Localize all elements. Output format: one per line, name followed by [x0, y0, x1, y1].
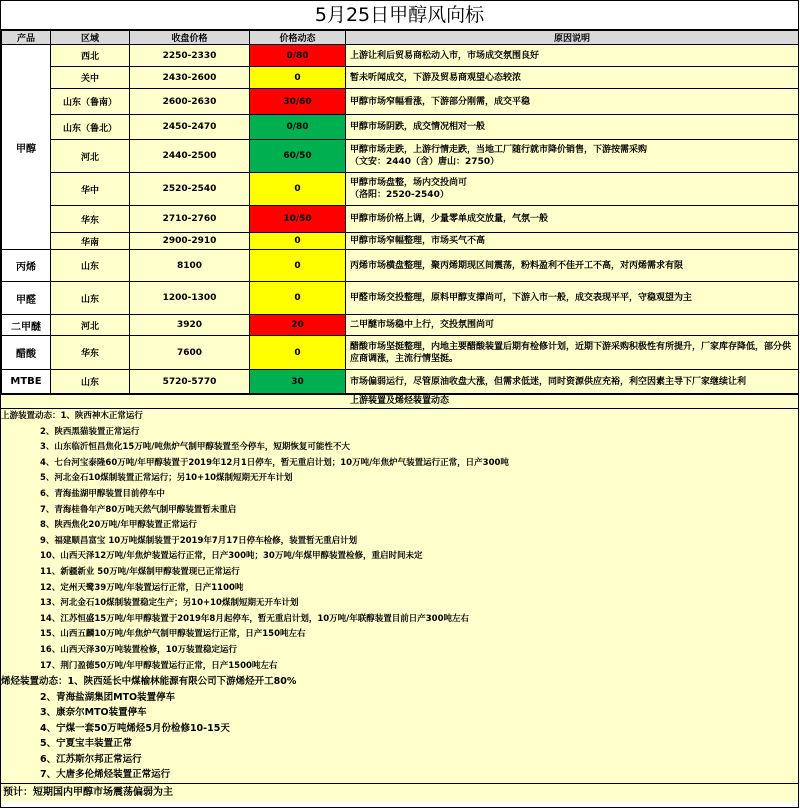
reason-cell — [346, 233, 799, 250]
trend-cell: 60/50 — [250, 140, 346, 173]
upstream-item-text: 2、陕西黑猫装置正常运行 — [40, 426, 140, 437]
trend-cell: 0 — [250, 67, 346, 89]
trend-cell: 30 — [250, 370, 346, 394]
header-price: 收盘价格 — [130, 31, 250, 45]
product-cell: 二甲醚 — [2, 315, 51, 336]
region-cell: 河北 — [51, 315, 130, 336]
forecast: 预计：短期国内甲醇市场震荡偏弱为主 — [1, 783, 798, 802]
reason-text: 甲醇市场盘整，场内交投尚可 — [350, 178, 468, 188]
upstream-item-text: 12、定州天鹭39万吨/年装置运行正常，日产1100吨 — [40, 582, 244, 593]
upstream-item-text: 11、新疆新业 50万吨/年煤制甲醇装置现已正常运行 — [40, 566, 240, 577]
table-row — [2, 250, 799, 282]
upstream-item — [1, 612, 798, 628]
reason-text: 市场偏弱运行，尽管原油收盘大涨，但需求低迷，同时资源供应充裕，利空因素主导下厂家继续让利 — [350, 376, 747, 387]
reason-text: 甲醇市场窄幅整理，市场买气不高 — [350, 236, 486, 246]
price-cell: 1200-1300 — [130, 282, 250, 315]
olefin-item-text: 5、宁夏宝丰装置正常 — [40, 738, 133, 750]
upstream-item-text: 13、河北金石10煤制装置稳定生产；另10+10煤制短期无开车计划 — [40, 598, 299, 609]
trend-cell: 0 — [250, 250, 346, 282]
trend-cell: 0 — [250, 336, 346, 370]
reason-cell — [346, 206, 799, 233]
price-cell: 3920 — [130, 315, 250, 336]
trend-cell: 30/60 — [250, 89, 346, 115]
upstream-item-text: 14、江苏恒盛15万吨/年甲醇装置于2019年8月起停车，暂无重启计划，10万吨/年联醇装置目前日产300吨左右 — [40, 613, 470, 624]
olefin-item — [1, 690, 798, 706]
trend-cell: 0 — [250, 233, 346, 250]
price-cell: 2440-2500 — [130, 140, 250, 173]
upstream-item-text: 17、荆门盈德50万吨/年甲醇装置运行正常，日产1500吨左右 — [40, 660, 278, 671]
table-row — [2, 140, 799, 173]
price-cell: 2520-2540 — [130, 173, 250, 206]
reason-cell — [346, 315, 799, 336]
region-cell: 山东 — [51, 282, 130, 315]
trend-cell: 0 — [250, 282, 346, 315]
upstream-item — [1, 487, 798, 503]
trend-cell: 20 — [250, 315, 346, 336]
olefin-item — [1, 736, 798, 752]
header-product: 产品 — [2, 31, 51, 45]
olefin-item-text: 3、康奈尔MTO装置停车 — [40, 707, 147, 719]
upstream-item — [1, 581, 798, 597]
price-cell: 2450-2470 — [130, 115, 250, 140]
upstream-item — [1, 534, 798, 550]
reason-cell — [346, 89, 799, 115]
reason-text: 甲醇市场走跌，上游行情走跌，当地工厂随行就市降价销售，下游按需采购 — [350, 145, 648, 155]
upstream-item-text: 4、七台河宝泰隆60万吨/年甲醇装置于2019年12月1日停车，暂无重启计划；10万吨/年焦炉气装置运行正常，日产300吨 — [40, 457, 509, 468]
section-title: 上游装置及烯烃装置动态 — [1, 394, 798, 409]
reason-cell — [346, 250, 799, 282]
region-cell: 华东 — [51, 336, 130, 370]
olefin-item — [1, 674, 798, 690]
product-cell: 甲醛 — [2, 282, 51, 315]
header-region: 区域 — [51, 31, 130, 45]
reason-cell — [346, 370, 799, 394]
olefin-item — [1, 767, 798, 783]
upstream-item — [1, 471, 798, 487]
price-cell: 2600-2630 — [130, 89, 250, 115]
region-cell: 山东 — [51, 370, 130, 394]
reason-cell — [346, 173, 799, 206]
reason-text: 醋酸市场坚挺整理，内地主要醋酸装置后期有检修计划，近期下游采购积极性有所提升，厂家库存降低，部分供应商调涨，主流行情坚挺。 — [350, 341, 792, 364]
trend-cell: 0/80 — [250, 115, 346, 140]
price-cell: 2900-2910 — [130, 233, 250, 250]
upstream-item — [1, 565, 798, 581]
upstream-item-text: 1、陕西神木正常运行 — [60, 411, 143, 421]
upstream-item — [1, 627, 798, 643]
upstream-item — [1, 425, 798, 441]
table-row — [2, 67, 799, 89]
upstream-item-text: 3、山东临沂恒昌焦化15万吨/吨焦炉气制甲醇装置至今停车，短期恢复可能性不大 — [40, 442, 350, 453]
table-row — [2, 370, 799, 394]
region-cell: 华中 — [51, 173, 130, 206]
region-cell: 山东 — [51, 250, 130, 282]
table-row — [2, 115, 799, 140]
region-cell: 山东（鲁北） — [51, 115, 130, 140]
reason-cell — [346, 140, 799, 173]
region-cell: 河北 — [51, 140, 130, 173]
upstream-item-text: 10、山西天泽12万吨/年焦炉装置运行正常，日产300吨；30万吨/年煤甲醇装置检修，重启时间未定 — [40, 551, 423, 562]
table-row — [2, 336, 799, 370]
product-cell: MTBE — [2, 370, 51, 394]
table-row — [2, 315, 799, 336]
price-cell: 5720-5770 — [130, 370, 250, 394]
price-cell: 2250-2330 — [130, 45, 250, 67]
olefin-item — [1, 721, 798, 737]
olefin-item-text: 4、宁煤一套50万吨烯烃5月份检修10-15天 — [40, 722, 230, 734]
reason-cell — [346, 45, 799, 67]
upstream-item — [1, 440, 798, 456]
upstream-item — [1, 596, 798, 612]
reason-text: 丙烯市场横盘整理，聚丙烯期现区间震荡，粉料盈利不佳开工不高，对丙烯需求有限 — [350, 260, 684, 271]
upstream-item — [1, 456, 798, 472]
page-title: 5月25日甲醇风向标 — [1, 1, 798, 30]
upstream-item-text: 7、青海桂鲁年产80万吨天然气制甲醇装置暂未重启 — [40, 504, 237, 515]
region-cell: 西北 — [51, 45, 130, 67]
olefin-label: 烯烃装置动态： — [1, 676, 68, 688]
upstream-item-text: 15、山西五麟10万吨/年焦炉气制甲醇装置运行正常，日产150吨左右 — [40, 629, 306, 640]
trend-cell: 10/50 — [250, 206, 346, 233]
region-cell: 关中 — [51, 67, 130, 89]
reason-text: 上游让利后贸易商松动入市，市场成交氛围良好 — [350, 50, 540, 61]
region-cell: 华南 — [51, 233, 130, 250]
trend-cell: 0 — [250, 173, 346, 206]
upstream-notes — [1, 409, 798, 674]
table-body — [2, 45, 799, 394]
table-row — [2, 206, 799, 233]
table-row — [2, 45, 799, 67]
olefin-item-text: 2、青海盐湖集团MTO装置停车 — [40, 691, 176, 703]
upstream-item — [1, 659, 798, 675]
table-header — [2, 31, 799, 45]
reason-text: 甲醇市场阴跌，成交情况相对一般 — [350, 122, 486, 132]
reason-detail: （洛阳：2520-2540） — [350, 190, 449, 200]
price-cell: 2710-2760 — [130, 206, 250, 233]
upstream-item — [1, 643, 798, 659]
upstream-label: 上游装置动态： — [1, 411, 61, 421]
upstream-item — [1, 518, 798, 534]
reason-text: 甲醇市场窄幅看涨，下游部分刚需，成交平稳 — [350, 96, 531, 107]
olefin-item-text: 6、江苏斯尔邦正常运行 — [40, 753, 142, 765]
price-table — [1, 30, 799, 394]
price-cell: 7600 — [130, 336, 250, 370]
reason-cell — [346, 67, 799, 89]
olefin-item — [1, 705, 798, 721]
olefin-item-text: 1、陕西延长中煤榆林能源有限公司下游烯烃开工80% — [67, 676, 297, 688]
upstream-item-text: 6、青海盐湖甲醇装置目前停车中 — [40, 488, 165, 499]
reason-detail: （文安：2440（含）唐山：2750） — [350, 157, 500, 167]
table-row — [2, 282, 799, 315]
product-cell: 醋酸 — [2, 336, 51, 370]
product-cell: 丙烯 — [2, 250, 51, 282]
upstream-item-text: 8、陕西焦化20万吨/年甲醇装置正常运行 — [40, 520, 197, 531]
trend-cell: 0/80 — [250, 45, 346, 67]
reason-cell — [346, 115, 799, 140]
region-cell: 华东 — [51, 206, 130, 233]
product-cell: 甲醇 — [2, 45, 51, 250]
upstream-item — [1, 549, 798, 565]
upstream-item — [1, 409, 798, 425]
price-cell: 2430-2600 — [130, 67, 250, 89]
olefin-notes — [1, 674, 798, 783]
table-row — [2, 89, 799, 115]
reason-cell — [346, 282, 799, 315]
reason-text: 暂未听闻成交，下游及贸易商观望心态较浓 — [350, 72, 522, 83]
table-row — [2, 233, 799, 250]
reason-cell — [346, 336, 799, 370]
upstream-item-text: 16、山西天泽30万吨装置检修，10万装置稳定运行 — [40, 644, 237, 655]
reason-text: 二甲醚市场稳中上行，交投氛围尚可 — [350, 320, 495, 330]
olefin-item — [1, 752, 798, 768]
upstream-item-text: 9、福建顺昌富宝 10万吨煤制装置于2019年7月17日停车检修，装置暂无重启计划 — [40, 535, 358, 546]
olefin-item-text: 7、大唐多伦烯烃装置正常运行 — [40, 769, 171, 781]
table-row — [2, 173, 799, 206]
upstream-item-text: 5、河北金石10煤制装置正常运行；另10+10煤制短期无开车计划 — [40, 473, 293, 484]
reason-text: 甲醛市场交投整理，原料甲醇支撑尚可，下游入市一般，成交表现平平，守稳观望为主 — [350, 293, 693, 303]
upstream-item — [1, 503, 798, 519]
region-cell: 山东（鲁南） — [51, 89, 130, 115]
header-reason: 原因说明 — [346, 31, 799, 45]
reason-text: 甲醇市场价格上调，少量零单成交放量，气氛一般 — [350, 214, 549, 224]
header-trend: 价格动态 — [250, 31, 346, 45]
price-cell: 8100 — [130, 250, 250, 282]
